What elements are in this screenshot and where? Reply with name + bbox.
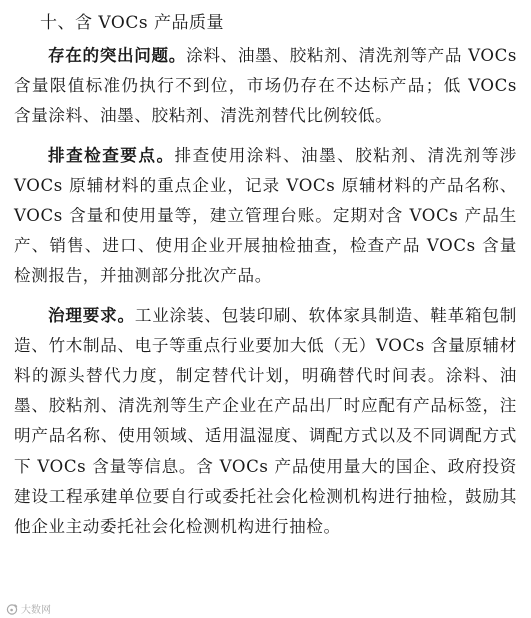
paragraph-body: 排查使用涂料、油墨、胶粘剂、清洗剂等涉 VOCs 原辅材料的重点企业，记录 VOCs 原辅材料的产品名称、VOCs 含量和使用量等，建立管理台账。定期对含 VOCs 产品生产、销售、进口、使用企业开展抽检抽查，检查产品 VOCs 含量检测报告，并抽测部分批次产品。: [14, 145, 517, 286]
paragraph-body: 涂料、油墨、胶粘剂、清洗剂等产品 VOCs 含量限值标准仍执行不到位，市场仍存在不达标产品；低 VOCs 含量涂料、油墨、胶粘剂、清洗剂替代比例较低。: [14, 46, 517, 126]
paragraph-lead: 存在的突出问题。: [48, 45, 187, 65]
section-heading: 十、含 VOCs 产品质量: [40, 13, 224, 33]
paragraph-body: 工业涂装、包装印刷、软体家具制造、鞋革箱包制造、竹木制品、电子等重点行业要加大低（无）VOCs 含量原辅材料的源头替代力度，制定替代计划，明确替代时间表。涂料、油墨、胶粘剂、清洗剂等生产企业在产品出厂时应配有产品标签，注明产品名称、使用领域、适用温湿度、调配方式以及不同调配方式下 VOCs 含量等信息。含 VOCs 产品使用量大的国企、政府投资建设工程承建单位要自行或委托社会化检测机构进行抽检，鼓励其他企业主动委托社会化检测机构进行抽检。: [14, 305, 518, 537]
paragraph-lead: 治理要求。: [48, 304, 135, 325]
watermark: [6, 601, 51, 616]
paragraph-problems: [14, 40, 517, 132]
paragraph-inspection: [14, 140, 517, 292]
paragraph-lead: 排查检查要点。: [48, 144, 175, 165]
paragraph-requirements: [14, 300, 517, 543]
weibo-logo-icon: [6, 603, 18, 615]
watermark-text: 大数网: [21, 605, 51, 616]
